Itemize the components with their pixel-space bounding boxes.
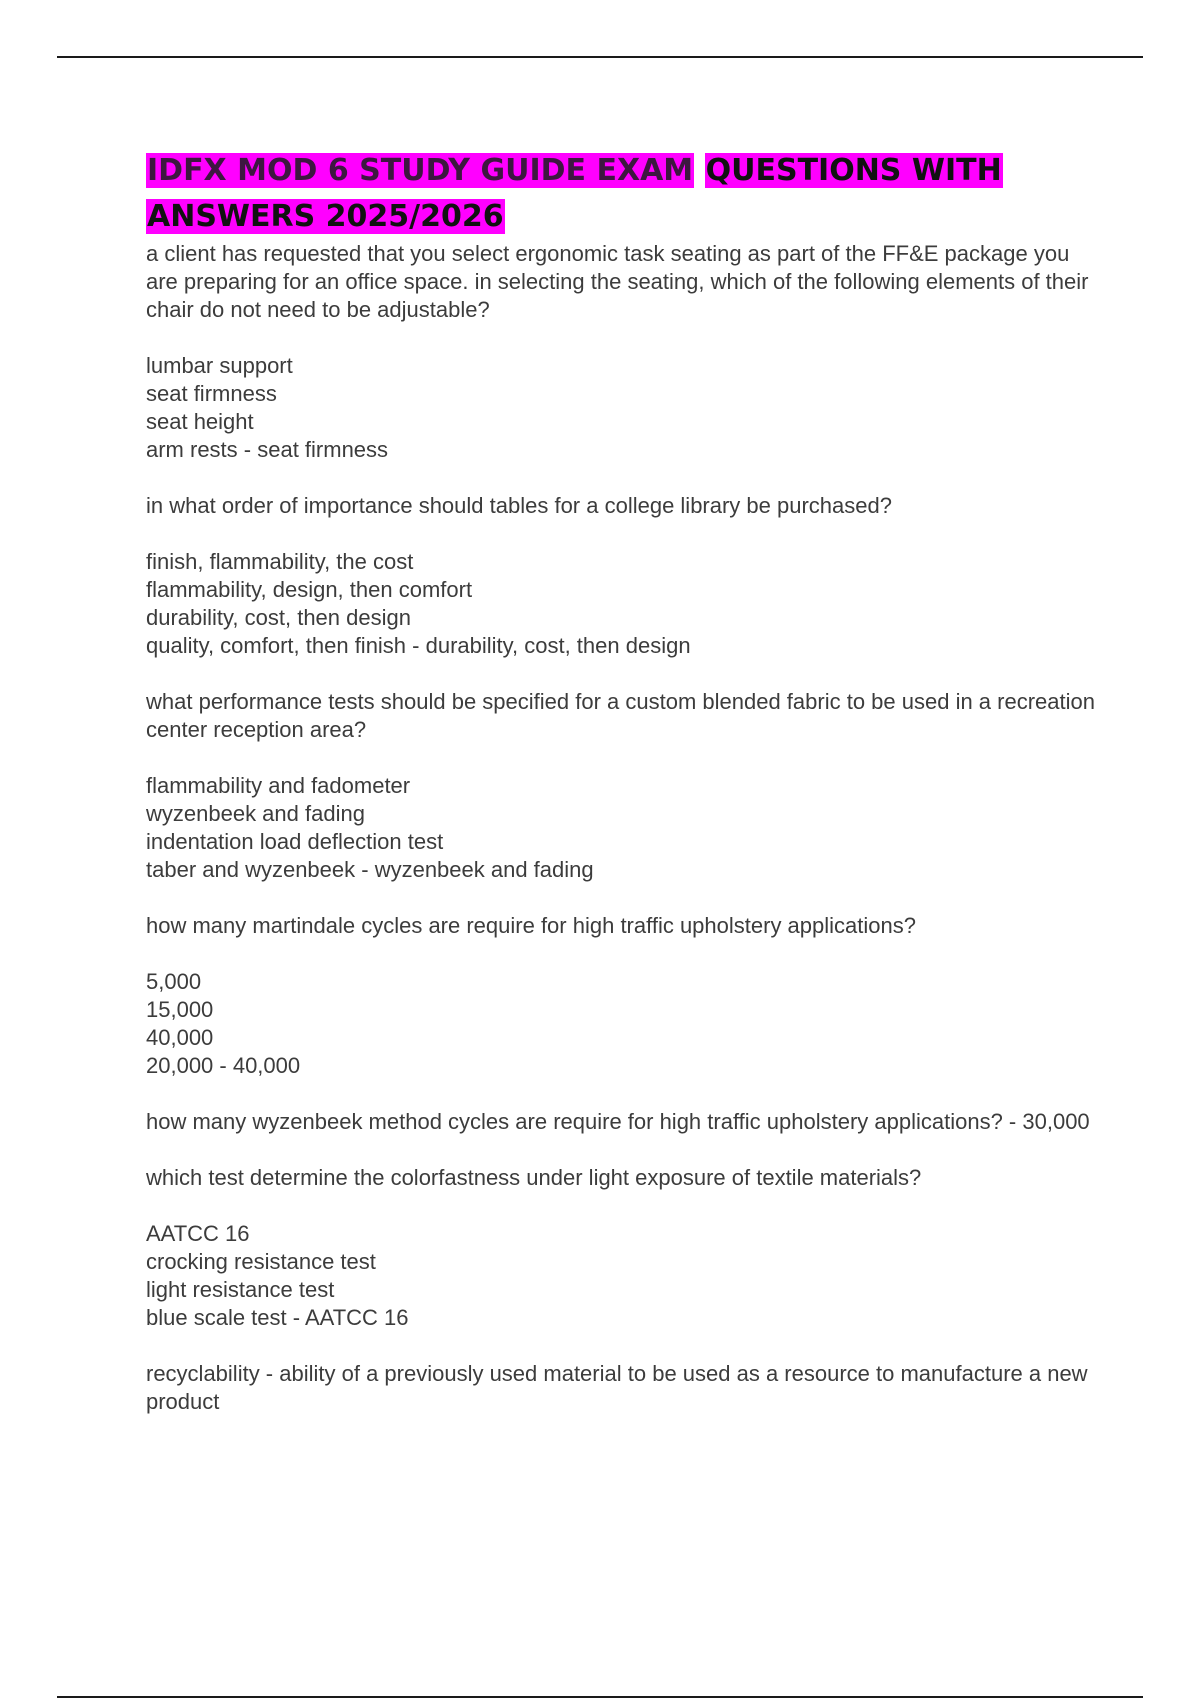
answer-options — [146, 352, 1096, 464]
question-text: how many wyzenbeek method cycles are require for high traffic upholstery applications? - 30,000 — [146, 1109, 1090, 1134]
answer-options — [146, 968, 1096, 1080]
qa-item-2 — [146, 492, 1096, 660]
qa-item-5 — [146, 1108, 1096, 1136]
option-item: finish, flammability, the cost — [146, 549, 414, 574]
option-item: lumbar support — [146, 353, 293, 378]
option-item: crocking resistance test — [146, 1249, 376, 1274]
option-item: flammability and fadometer — [146, 773, 411, 798]
option-item: seat height — [146, 409, 254, 434]
option-item: flammability, design, then comfort — [146, 577, 473, 602]
option-item: seat firmness — [146, 381, 277, 406]
answer-options — [146, 1220, 1096, 1332]
question-text: how many martindale cycles are require for high traffic upholstery applications? — [146, 913, 916, 938]
option-item: blue scale test - AATCC 16 — [146, 1305, 409, 1330]
option-item: arm rests - seat firmness — [146, 437, 389, 462]
question-text: in what order of importance should tables for a college library be purchased? — [146, 493, 892, 518]
title-highlight-part1: IDFX MOD 6 STUDY GUIDE EXAM — [147, 153, 694, 188]
option-item: AATCC 16 — [146, 1221, 250, 1246]
option-item: wyzenbeek and fading — [146, 801, 365, 826]
bottom-rule — [57, 1696, 1143, 1698]
option-item: 40,000 — [146, 1025, 214, 1050]
qa-item-1 — [146, 240, 1096, 464]
option-item: durability, cost, then design — [146, 605, 411, 630]
document-body — [146, 148, 1096, 1444]
title-highlight-part2: QUESTIONS WITH ANSWERS 2025/2026 — [147, 153, 1002, 234]
option-item: 15,000 — [146, 997, 214, 1022]
answer-options — [146, 548, 1096, 660]
qa-item-3 — [146, 688, 1096, 884]
option-item: light resistance test — [146, 1277, 335, 1302]
qa-item-6 — [146, 1164, 1096, 1332]
definition-text: recyclability - ability of a previously used material to be used as a resource to manufacture a new product — [146, 1361, 1088, 1414]
answer-options — [146, 772, 1096, 884]
option-item: quality, comfort, then finish - durability, cost, then design — [146, 633, 691, 658]
option-item: 20,000 - 40,000 — [146, 1053, 301, 1078]
top-rule — [57, 56, 1143, 58]
question-text: what performance tests should be specified for a custom blended fabric to be used in a recreation center reception area? — [146, 689, 1095, 742]
document-title — [146, 148, 1096, 240]
qa-item-4 — [146, 912, 1096, 1080]
question-text: which test determine the colorfastness under light exposure of textile materials? — [146, 1165, 922, 1190]
option-item: 5,000 — [146, 969, 202, 994]
option-item: indentation load deflection test — [146, 829, 444, 854]
option-item: taber and wyzenbeek - wyzenbeek and fading — [146, 857, 594, 882]
qa-list — [146, 240, 1096, 1416]
question-text: a client has requested that you select ergonomic task seating as part of the FF&E package you are preparing for an office space. in selecting the seating, which of the following elements of their chair do not need to be adjustable? — [146, 241, 1089, 322]
qa-item-7 — [146, 1360, 1096, 1416]
